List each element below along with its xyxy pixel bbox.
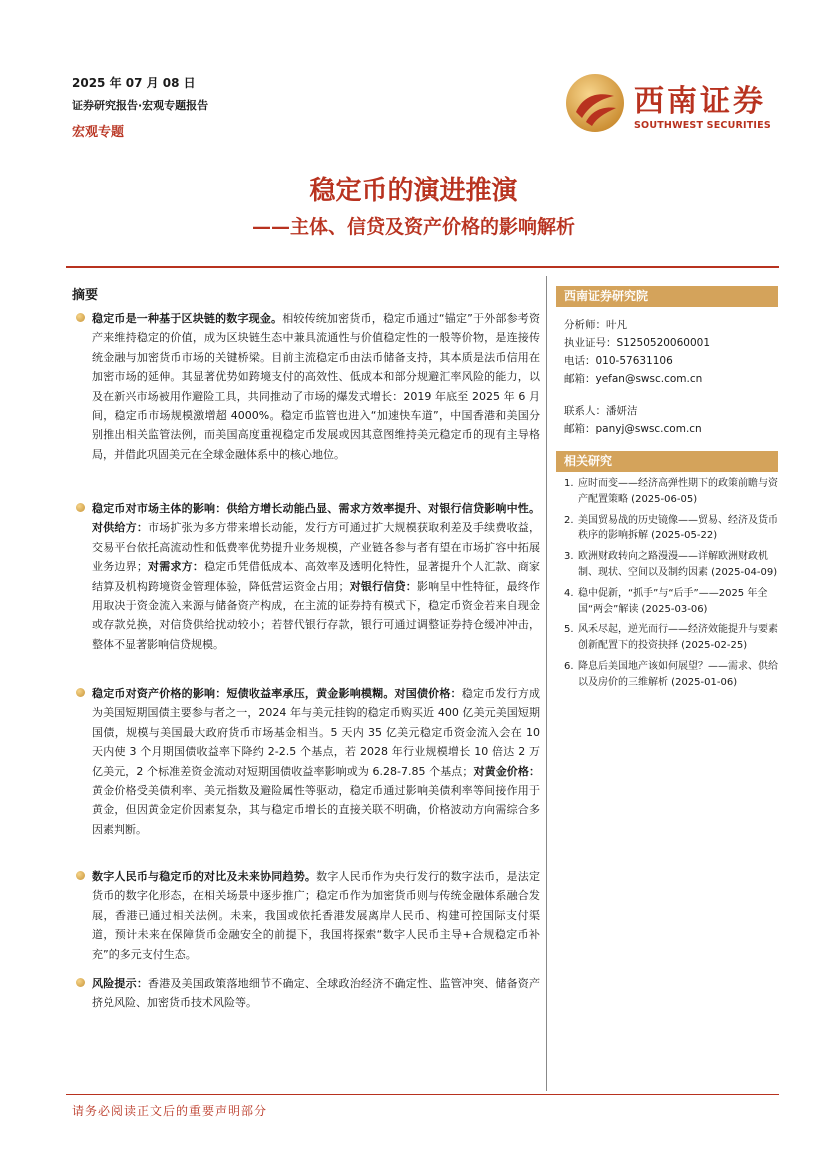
paragraph-lead-3: 对银行信贷：	[349, 579, 417, 593]
related-item[interactable]	[564, 622, 778, 654]
paragraph-lead-2: 对需求方：	[147, 560, 205, 574]
logo-name-en: SOUTHWEST SECURITIES	[634, 120, 771, 131]
paragraph-lead: 稳定币对市场主体的影响：供给方增长动能凸显、需求方效率提升、对银行信贷影响中性。对供给方：	[92, 502, 540, 535]
related-item-num: 3.	[564, 551, 574, 563]
paragraph-body: 稳定币发行方成为美国短期国债主要参与者之一，2024 年与美元挂钩的稳定币购买近 400 亿美元美国短期国债，规模与美国最大政府货币市场基金相当。5 天内 35 亿美元稳定币资金流入会在 10 天内使 3 个月期国债收益率下降约 2-2.5 个基点，若 2028 年行业规模增长 10 倍达 2 万亿美元，2 个标准差资金流动对短期国债收益率影响或为 6.28-7.85 个基点；	[92, 687, 541, 778]
paragraph-body: 数字人民币作为央行发行的数字法币，是法定货币的数字化形态，在相关场景中逐步推广；稳定币作为加密货币则与传统金融体系融合发展，香港已通过相关法例。未来，我国或依托香港发展离岸人民币、构建可控国际支付渠道，预计未来在保障货币金融安全的前提下，我国将探索“数字人民币主导+合规稳定币补充”的多元支付生态。	[92, 870, 541, 961]
related-item-num: 2.	[564, 514, 574, 526]
related-item-text: 风禾尽起，逆光而行——经济效能提升与要素创新配置下的投资抉择 (2025-02-25)	[578, 624, 778, 652]
report-type: 证券研究报告·宏观专题报告	[72, 99, 209, 112]
paragraph-lead: 风险提示：	[92, 977, 149, 990]
logo-name-cn: 西南证券	[634, 84, 766, 119]
analyst-email[interactable]: 邮箱：yefan@swsc.com.cn	[564, 373, 703, 385]
related-item-num: 6.	[564, 660, 574, 672]
paragraph-body-2: 黄金价格受美债利率、美元指数及避险属性等驱动，稳定币通过影响美债利率等间接作用于黄金，但因黄金定价因素复杂，其与稳定币增长的直接关联不明确，价格波动方向需综合多因素判断。	[92, 784, 540, 836]
report-title: 稳定币的演进推演	[309, 176, 518, 206]
related-item[interactable]	[564, 586, 778, 618]
related-item-text: 降息后美国地产该如何展望？——需求、供给以及房价的三维解析 (2025-01-06)	[578, 660, 778, 688]
related-research-list	[564, 476, 778, 696]
paragraph-body: 香港及美国政策落地细节不确定、全球政治经济不确定性、监管冲突、储备资产挤兑风险、加密货币技术风险等。	[92, 977, 541, 1010]
column-divider	[546, 276, 547, 1091]
analyst-phone: 电话：010-57631106	[564, 355, 673, 367]
related-item-num: 5.	[564, 624, 574, 636]
paragraph-body-3: 影响呈中性特征，最终作用取决于资金流入来源与储备资产构成，在主流的证券持有模式下，稳定币资金若来自现金或存款兑换，对信贷供给扰动较小；若替代银行存款，银行可通过调整证券持仓缓冲冲击，整体不显著影响信贷规模。	[92, 579, 541, 651]
abstract-paragraph-3	[76, 684, 540, 839]
abstract-paragraph-5	[76, 974, 540, 1013]
paragraph-body: 市场扩张为多方带来增长动能，发行方可通过扩大规模获取利差及手续费收益，交易平台依托高流动性和低费率优势提升业务规模，产业链各参与者有望在市场扩容中拓展业务边界；	[92, 521, 541, 574]
related-item[interactable]	[564, 476, 778, 508]
header-rule	[66, 266, 779, 268]
institute-info	[564, 316, 710, 438]
bullet-dot-icon	[76, 688, 85, 697]
paragraph-body-2: 稳定币凭借低成本、高效率及透明化特性，显著提升个人汇款、商家结算及机构跨境资金管理体验，降低营运资金占用；	[92, 560, 541, 593]
related-item-text: 欧洲财政转向之路漫漫——详解欧洲财政机制、现状、空间以及制约因素 (2025-04-09)	[578, 551, 778, 578]
logo-emblem-icon	[564, 72, 626, 134]
footer-disclaimer: 请务必阅读正文后的重要声明部分	[72, 1104, 268, 1118]
paragraph-lead: 数字人民币与稳定币的对比及未来协同趋势。	[92, 870, 317, 883]
abstract-paragraph-1	[76, 309, 540, 464]
related-item-text: 美国贸易战的历史镜像——贸易、经济及货币秩序的影响拆解 (2025-05-22)	[578, 514, 778, 542]
report-date: 2025 年 07 月 08 日	[72, 76, 196, 90]
related-item-text: 稳中促新，“抓手”与“后手”——2025 年全国“两会”解读 (2025-03-06)	[578, 587, 768, 615]
analyst-name: 分析师：叶凡	[564, 319, 627, 331]
paragraph-lead: 稳定币对资产价格的影响：短债收益率承压，黄金影响模糊。对国债价格：	[92, 687, 462, 700]
related-item[interactable]	[564, 659, 778, 691]
paragraph-body: 相较传统加密货币，稳定币通过“锚定”于外部参考资产来维持稳定的价值，成为区块链生态中兼具流通性与价值稳定性的一般等价物，是连接传统金融与加密货币市场的关键桥梁。目前主流稳定币由法币储备支持，其本质是法币信用在加密市场的延伸。其显著优势如跨境支付的高效性、低成本和部分规避汇率风险的能力，以及在新兴市场被用作避险工具，共同推动了市场的爆发式增长：2019 年底至 2025 年 6 月间，稳定币市场规模激增超 4000%。稳定币监管也进入“加速快车道”，中国香港和美国分别推出相关监管法例，而美国高度重视稳定币发展或因其意图维持美元稳定币的现有主导格局，并借此巩固美元在全球金融体系中的核心地位。	[92, 312, 540, 461]
abstract-heading: 摘要	[72, 288, 99, 303]
paragraph-lead: 稳定币是一种基于区块链的数字现金。	[92, 312, 283, 325]
bullet-dot-icon	[76, 871, 85, 880]
related-item-num: 1.	[564, 478, 574, 489]
bullet-dot-icon	[76, 978, 85, 987]
analyst-license: 执业证号：S1250520060001	[564, 337, 711, 349]
footer-rule	[66, 1094, 779, 1095]
paragraph-lead-2: 对黄金价格：	[473, 764, 540, 778]
related-item[interactable]	[564, 549, 778, 581]
abstract-paragraph-4	[76, 867, 540, 964]
bullet-dot-icon	[76, 313, 85, 322]
report-subtitle: ——主体、信贷及资产价格的影响解析	[251, 216, 575, 238]
contact-name: 联系人：潘妍洁	[564, 405, 638, 417]
bullet-dot-icon	[76, 503, 85, 512]
related-heading-bar: 相关研究	[556, 451, 778, 472]
institute-heading-bar: 西南证券研究院	[556, 286, 778, 307]
related-item[interactable]	[564, 513, 778, 545]
contact-email[interactable]: 邮箱：panyj@swsc.com.cn	[564, 423, 702, 435]
company-logo	[564, 72, 774, 136]
related-item-num: 4.	[564, 587, 574, 599]
report-category: 宏观专题	[72, 125, 125, 140]
abstract-paragraph-2	[76, 499, 540, 654]
related-item-text: 应时而变——经济高弹性期下的政策前瞻与资产配置策略 (2025-06-05)	[578, 478, 778, 505]
